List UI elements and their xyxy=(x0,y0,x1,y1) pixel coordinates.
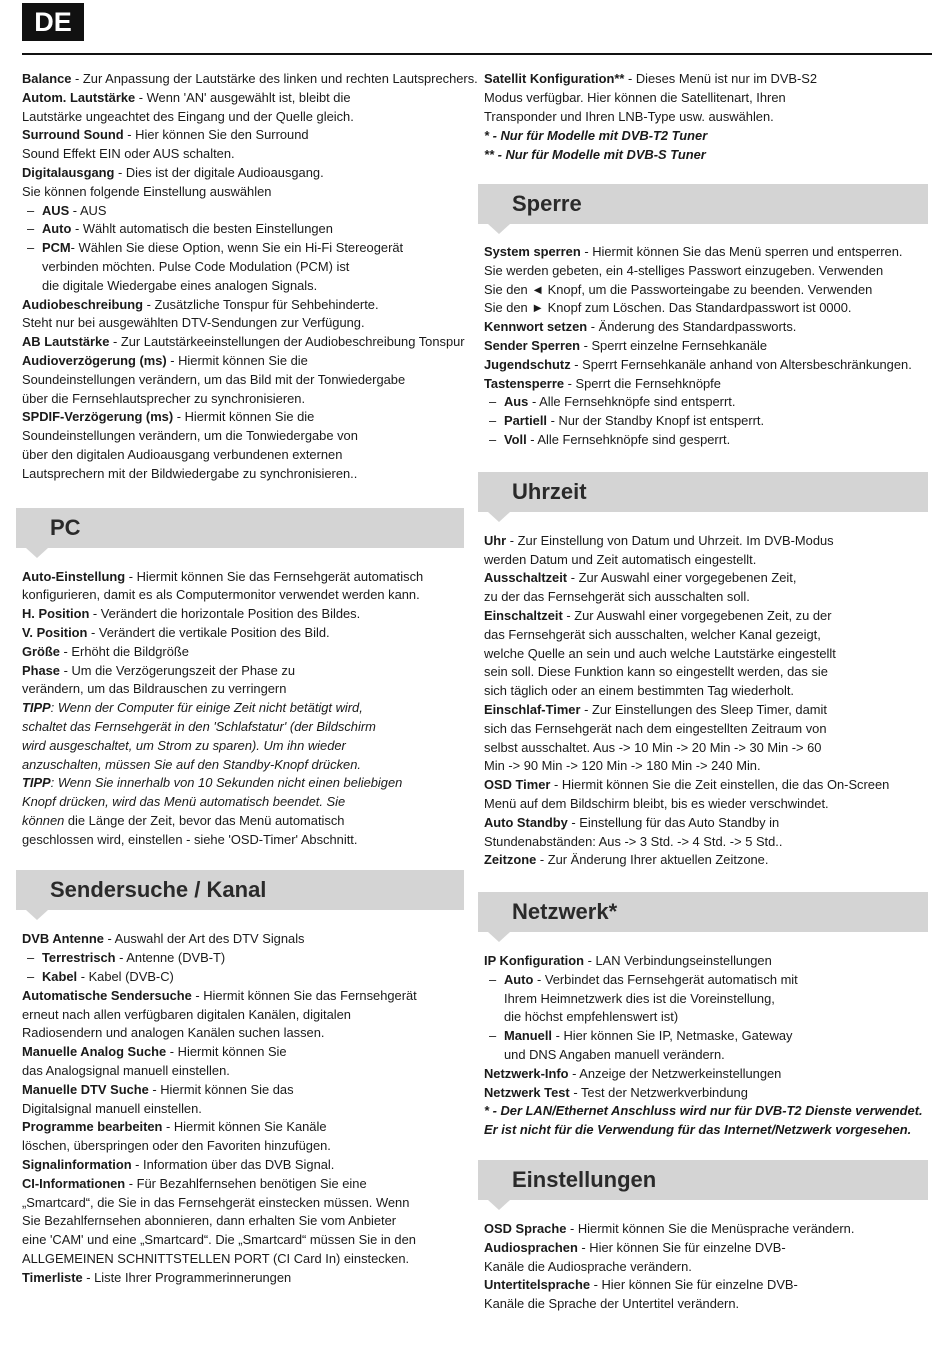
description-text: - Kabel (DVB-C) xyxy=(77,969,174,985)
description-text: - Wählt automatisch die besten Einstellungen xyxy=(71,221,333,237)
dash-bullet: – xyxy=(489,394,497,410)
description-text: die höchst empfehlenswert ist) xyxy=(504,1009,679,1025)
text-line xyxy=(22,164,464,183)
text-line xyxy=(484,663,928,682)
description-text: zu der das Fernsehgerät sich ausschalten soll. xyxy=(484,589,750,605)
italic-text: Knopf drücken, wird das Menü automatisch beendet. Sie xyxy=(22,794,346,810)
term-label: Uhr xyxy=(484,532,507,548)
section-title-sendersuche: Sendersuche / Kanal xyxy=(50,877,267,903)
description-text: und DNS Angaben manuell verändern. xyxy=(504,1047,725,1063)
description-text: - Hier können Sie für einzelne DVB- xyxy=(590,1277,798,1293)
text-line xyxy=(22,568,464,587)
description-text: über die Fernsehlautsprecher zu synchronisieren. xyxy=(22,390,306,406)
option-item xyxy=(22,239,464,258)
description-text: sein soll. Diese Funktion kann so eingestellt werden, das sie xyxy=(484,664,828,680)
section-header-sendersuche xyxy=(16,870,464,910)
section-title-uhrzeit: Uhrzeit xyxy=(512,478,587,504)
description-text: konfigurieren, damit es als Computermonitor verwendet werden kann. xyxy=(22,587,420,603)
description-text: Min -> 90 Min -> 120 Min -> 180 Min -> 240 Min. xyxy=(484,758,761,774)
footnote-dvb-t2: * - Nur für Modelle mit DVB-T2 Tuner xyxy=(484,128,708,144)
description-text: - Auswahl der Art des DTV Signals xyxy=(103,931,305,947)
dash-bullet: – xyxy=(489,971,497,987)
section-header-einstellungen xyxy=(478,1160,928,1200)
description-text: geschlossen wird, einstellen - siehe 'OSD-Timer' Abschnitt. xyxy=(22,831,358,847)
footnote-lan-2: Er ist nicht für die Verwendung für das Internet/Netzwerk vorgesehen. xyxy=(484,1122,912,1138)
section-notch xyxy=(488,1200,510,1210)
text-line xyxy=(22,258,464,277)
description-text: - Einstellung für das Auto Standby in xyxy=(567,814,780,830)
text-line xyxy=(484,569,928,588)
text-line xyxy=(484,262,928,281)
description-text: Lautstärke ungeachtet des Eingang und der Quelle gleich. xyxy=(22,108,354,124)
term-label: CI-Informationen xyxy=(22,1175,126,1191)
term-label: V. Position xyxy=(22,624,88,640)
description-text: eine 'CAM' und eine „Smartcard“. Die „Smartcard“ müssen Sie in den xyxy=(22,1232,416,1248)
dash-bullet: – xyxy=(27,969,35,985)
italic-text: können xyxy=(22,812,68,828)
section-title-netzwerk: Netzwerk* xyxy=(512,899,618,925)
description-text: das Fernsehgerät sich ausschalten, welcher Kanal gezeigt, xyxy=(484,626,821,642)
section-header-uhrzeit xyxy=(478,472,928,512)
text-line xyxy=(22,1194,464,1213)
text-line xyxy=(22,718,464,737)
description-text: - Hiermit können Sie das xyxy=(148,1081,294,1097)
description-text: sich täglich oder an einem bestimmten Tag wiederholt. xyxy=(484,683,795,699)
description-text: Ihrem Heimnetzwerk dies ist die Voreinstellung, xyxy=(504,990,775,1006)
footnote-dvb-s: ** - Nur für Modelle mit DVB-S Tuner xyxy=(484,147,706,163)
section-notch xyxy=(488,224,510,234)
description-text: - Hiermit können Sie das Menü sperren und entsperren. xyxy=(580,243,903,259)
option-item xyxy=(484,412,928,431)
description-text: - Hiermit können Sie die xyxy=(173,409,315,425)
section-title-einstellungen: Einstellungen xyxy=(512,1167,657,1193)
text-line xyxy=(484,318,928,337)
text-line xyxy=(484,990,928,1009)
text-line xyxy=(22,277,464,296)
section-notch xyxy=(488,932,510,942)
text-line xyxy=(484,757,928,776)
term-label: Größe xyxy=(22,643,60,659)
tip-label: TIPP xyxy=(22,775,51,791)
description-text: - Alle Fernsehknöpfe sind entsperrt. xyxy=(528,394,736,410)
description-text: Soundeinstellungen verändern, um die Tonwiedergabe von xyxy=(22,428,358,444)
description-text: - Zur Einstellungen des Sleep Timer, damit xyxy=(580,701,827,717)
text-line xyxy=(22,1006,464,1025)
text-line xyxy=(484,551,928,570)
term-label: Untertitelsprache xyxy=(484,1277,591,1293)
term-label: Zeitzone xyxy=(484,852,537,868)
dash-bullet: – xyxy=(489,413,497,429)
option-item xyxy=(484,431,928,450)
dash-bullet: – xyxy=(489,431,497,447)
term-label: Auto-Einstellung xyxy=(22,568,126,584)
text-line xyxy=(22,774,464,793)
term-label: AUS xyxy=(42,202,70,218)
text-line xyxy=(22,831,464,850)
text-line xyxy=(484,1065,928,1084)
text-line xyxy=(22,680,464,699)
term-label: Voll xyxy=(504,431,527,447)
text-line xyxy=(484,776,928,795)
text-line xyxy=(22,1118,464,1137)
option-item xyxy=(484,393,928,412)
description-text: Menü auf dem Bildschirm bleibt, bis es wieder verschwindet. xyxy=(484,795,829,811)
description-text: Soundeinstellungen verändern, um das Bild mit der Tonwiedergabe xyxy=(22,371,406,387)
text-line xyxy=(22,756,464,775)
text-line xyxy=(484,356,928,375)
text-line xyxy=(484,851,928,870)
left-column xyxy=(22,70,478,1288)
text-line xyxy=(484,682,928,701)
term-label: Ausschaltzeit xyxy=(484,570,568,586)
text-line xyxy=(484,243,928,262)
language-badge: DE xyxy=(22,3,84,41)
description-text: Sie Bezahlfernsehen abonnieren, dann erhalten Sie vom Anbieter xyxy=(22,1213,397,1229)
description-text: Steht nur bei ausgewählten DTV-Sendungen zur Verfügung. xyxy=(22,315,365,331)
term-label: Manuell xyxy=(504,1028,552,1044)
description-text: sich das Fernsehgerät nach dem eingestellten Zeitraum von xyxy=(484,720,827,736)
description-text: Modus verfügbar. Hier können die Satellitenart, Ihren xyxy=(484,89,786,105)
term-label: DVB Antenne xyxy=(22,931,104,947)
text-line xyxy=(484,108,928,127)
term-label: Signalinformation xyxy=(22,1157,132,1173)
description-text: - Hier können Sie IP, Netmaske, Gateway xyxy=(552,1028,793,1044)
text-line xyxy=(22,408,464,427)
description-text: verbinden möchten. Pulse Code Modulation (PCM) ist xyxy=(42,258,350,274)
pc-settings-block xyxy=(22,568,464,850)
text-line xyxy=(22,1175,464,1194)
italic-text: wird ausgeschaltet, um Strom zu sparen). Um ihn wieder xyxy=(22,737,346,753)
text-line xyxy=(484,1295,928,1314)
description-text: Lautsprechern mit der Bildwiedergabe zu synchronisieren.. xyxy=(22,465,358,481)
description-text: - Zur Änderung Ihrer aktuellen Zeitzone. xyxy=(536,852,769,868)
italic-text: : Wenn der Computer für einige Zeit nicht betätigt wird, xyxy=(50,700,363,716)
text-line xyxy=(22,605,464,624)
term-label: Timerliste xyxy=(22,1269,83,1285)
text-line xyxy=(22,333,464,352)
text-line xyxy=(484,1220,928,1239)
description-text: - Um die Verzögerungszeit der Phase zu xyxy=(59,662,295,678)
text-line xyxy=(22,812,464,831)
description-text: Digitalsignal manuell einstellen. xyxy=(22,1100,202,1116)
description-text: - Verändert die vertikale Position des Bild. xyxy=(87,624,330,640)
description-text: - Hiermit können Sie die Menüsprache verändern. xyxy=(566,1221,855,1237)
option-item xyxy=(484,971,928,990)
text-line xyxy=(22,793,464,812)
description-text: - Liste Ihrer Programmerinnerungen xyxy=(82,1269,292,1285)
term-label: Einschlaf-Timer xyxy=(484,701,581,717)
description-text: Transponder und Ihren LNB-Type usw. auswählen. xyxy=(484,108,774,124)
term-label: System sperren xyxy=(484,243,581,259)
description-text: - Antenne (DVB-T) xyxy=(115,950,226,966)
text-line xyxy=(484,1008,928,1027)
text-line xyxy=(484,814,928,833)
description-text: löschen, überspringen oder den Favoriten hinzufügen. xyxy=(22,1138,331,1154)
text-line xyxy=(22,1250,464,1269)
description-text: - Hiermit können Sie das Fernsehgerät automatisch xyxy=(125,568,424,584)
term-label: Manuelle Analog Suche xyxy=(22,1044,167,1060)
description-text: - Sperrt einzelne Fernsehkanäle xyxy=(580,337,768,353)
term-label: Jugendschutz xyxy=(484,356,571,372)
term-label: PCM xyxy=(42,240,71,256)
description-text: die Länge der Zeit, bevor das Menü automatisch xyxy=(67,812,345,828)
description-text: selbst ausschaltet. Aus -> 10 Min -> 20 Min -> 30 Min -> 60 xyxy=(484,739,822,755)
term-label: OSD Sprache xyxy=(484,1221,567,1237)
text-line xyxy=(22,183,464,202)
description-text: - Verbindet das Fernsehgerät automatisch mit xyxy=(533,971,798,987)
text-line xyxy=(484,70,928,89)
description-text: - Zur Anpassung der Lautstärke des linken und rechten Lautsprechers. xyxy=(71,71,478,86)
text-line xyxy=(22,89,464,108)
term-label: Tastensperre xyxy=(484,375,565,391)
text-line xyxy=(484,833,928,852)
term-label: Programme bearbeiten xyxy=(22,1119,163,1135)
text-line xyxy=(22,586,464,605)
term-label: Satellit Konfiguration** xyxy=(484,71,625,86)
text-line xyxy=(484,607,928,626)
description-text: Sie können folgende Einstellung auswählen xyxy=(22,183,272,199)
text-line xyxy=(22,371,464,390)
section-header-sperre xyxy=(478,184,928,224)
section-notch xyxy=(488,512,510,522)
description-text: die digitale Wiedergabe eines analogen Signals. xyxy=(42,277,318,293)
description-text: verändern, um das Bildrauschen zu verringern xyxy=(22,681,287,697)
description-text: - Für Bezahlfernsehen benötigen Sie eine xyxy=(125,1175,367,1191)
dash-bullet: – xyxy=(27,950,35,966)
text-line xyxy=(484,1258,928,1277)
description-text: - Verändert die horizontale Position des Bildes. xyxy=(89,606,361,622)
term-label: OSD Timer xyxy=(484,777,551,793)
description-text: welche Quelle an sein und auch welche Lautstärke eingestellt xyxy=(484,645,836,661)
text-line xyxy=(484,1084,928,1103)
description-text: - Erhöht die Bildgröße xyxy=(59,643,189,659)
text-line xyxy=(484,375,928,394)
description-text: „Smartcard“, die Sie in das Fernsehgerät einstecken müssen. Wenn xyxy=(22,1194,410,1210)
text-line xyxy=(484,337,928,356)
term-label: H. Position xyxy=(22,606,90,622)
description-text: - Zur Einstellung von Datum und Uhrzeit. Im DVB-Modus xyxy=(506,532,834,548)
description-text: Stundenabständen: Aus -> 3 Std. -> 4 Std. -> 5 Std.. xyxy=(484,833,783,849)
section-header-netzwerk xyxy=(478,892,928,932)
term-label: Terrestrisch xyxy=(42,950,116,966)
text-line xyxy=(22,145,464,164)
term-label: Digitalausgang xyxy=(22,164,115,180)
description-text: erneut nach allen verfügbaren digitalen Kanälen, digitalen xyxy=(22,1006,351,1022)
term-label: Manuelle DTV Suche xyxy=(22,1081,149,1097)
section-title-pc: PC xyxy=(50,514,81,540)
option-item xyxy=(22,968,464,987)
description-text: - Hiermit können Sie Kanäle xyxy=(162,1119,327,1135)
italic-text: : Wenn Sie innerhalb von 10 Sekunden nicht einen beliebigen xyxy=(50,775,403,791)
text-line xyxy=(22,314,464,333)
description-text: - Anzeige der Netzwerkeinstellungen xyxy=(568,1065,782,1081)
description-text: - Dieses Menü ist nur im DVB-S2 xyxy=(624,71,818,86)
text-line xyxy=(484,281,928,300)
sendersuche-settings-block xyxy=(22,930,464,1287)
term-label: Phase xyxy=(22,662,60,678)
description-text: - Hier können Sie für einzelne DVB- xyxy=(577,1239,786,1255)
text-line xyxy=(22,427,464,446)
description-text: - Zur Lautstärkeeinstellungen der Audiobeschreibung Tonspur xyxy=(109,334,465,350)
text-line xyxy=(484,532,928,551)
description-text: - AUS xyxy=(69,202,107,218)
term-label: Netzwerk-Info xyxy=(484,1065,569,1081)
description-text: - Hiermit können Sie xyxy=(166,1044,287,1060)
term-label: Kennwort setzen xyxy=(484,319,588,335)
text-line xyxy=(484,701,928,720)
text-line xyxy=(22,1081,464,1100)
text-line xyxy=(22,465,464,484)
italic-text: anzuschalten, müssen Sie auf den Standby-Knopf drücken. xyxy=(22,756,361,772)
text-line xyxy=(22,126,464,145)
text-line xyxy=(484,1046,928,1065)
text-line xyxy=(484,952,928,971)
description-text: werden Datum und Zeit automatisch eingestellt. xyxy=(484,551,757,567)
description-text: ALLGEMEINEN SCHNITTSTELLEN PORT (CI Card In) einstecken. xyxy=(22,1251,410,1267)
option-item xyxy=(22,220,464,239)
term-label: AB Lautstärke xyxy=(22,334,110,350)
term-label: Auto xyxy=(42,221,72,237)
term-label: Auto Standby xyxy=(484,814,568,830)
audio-settings-block xyxy=(22,70,478,484)
text-line xyxy=(22,296,464,315)
text-line xyxy=(484,645,928,664)
dash-bullet: – xyxy=(27,202,35,218)
footnote-lan-1: * - Der LAN/Ethernet Anschluss wird nur für DVB-T2 Dienste verwendet. xyxy=(484,1103,923,1119)
description-text: - Test der Netzwerkverbindung xyxy=(569,1084,748,1100)
description-text: über den digitalen Audioausgang verbundenen externen xyxy=(22,446,343,462)
text-line xyxy=(22,1062,464,1081)
text-line xyxy=(22,446,464,465)
description-text: - Wählen Sie diese Option, wenn Sie ein Hi-Fi Stereogerät xyxy=(70,240,404,256)
term-label: Surround Sound xyxy=(22,127,124,143)
description-text: - Sperrt Fernsehkanäle anhand von Altersbeschränkungen. xyxy=(570,356,912,372)
description-text: - LAN Verbindungseinstellungen xyxy=(584,953,772,969)
description-text: Sie den ◄ Knopf, um die Passworteingabe zu beenden. Verwenden xyxy=(484,281,873,297)
term-label: Partiell xyxy=(504,413,547,429)
description-text: - Alle Fernsehknöpfe sind gesperrt. xyxy=(526,431,731,447)
text-line xyxy=(484,795,928,814)
term-label: Audiosprachen xyxy=(484,1239,578,1255)
description-text: Sie den ► Knopf zum Löschen. Das Standardpasswort ist 0000. xyxy=(484,300,852,316)
dash-bullet: – xyxy=(27,240,35,256)
text-line xyxy=(22,390,464,409)
text-line xyxy=(22,1137,464,1156)
term-label: Audiobeschreibung xyxy=(22,296,144,312)
text-line xyxy=(484,89,928,108)
text-line xyxy=(22,930,464,949)
text-line xyxy=(22,643,464,662)
right-column xyxy=(484,70,928,1314)
text-line xyxy=(22,70,478,89)
text-line xyxy=(22,699,464,718)
description-text: Kanäle die Sprache der Untertitel verändern. xyxy=(484,1296,740,1312)
term-label: Kabel xyxy=(42,969,78,985)
text-line xyxy=(484,720,928,739)
text-line xyxy=(22,1024,464,1043)
term-label: IP Konfiguration xyxy=(484,953,585,969)
section-notch xyxy=(26,548,48,558)
uhrzeit-settings-block xyxy=(484,532,928,870)
text-line xyxy=(22,1212,464,1231)
description-text: Sound Effekt EIN oder AUS schalten. xyxy=(22,146,235,162)
description-text: Kanäle die Audiosprache verändern. xyxy=(484,1258,692,1274)
term-label: Netzwerk Test xyxy=(484,1084,570,1100)
text-line xyxy=(22,662,464,681)
description-text: - Dies ist der digitale Audioausgang. xyxy=(114,164,324,180)
term-label: Aus xyxy=(504,394,529,410)
option-item xyxy=(22,202,464,221)
description-text: - Hiermit können Sie das Fernsehgerät xyxy=(191,987,417,1003)
option-item xyxy=(484,1027,928,1046)
text-line xyxy=(22,624,464,643)
text-line xyxy=(22,1043,464,1062)
netzwerk-settings-block xyxy=(484,952,928,1102)
text-line xyxy=(484,1276,928,1295)
text-line xyxy=(484,299,928,318)
description-text: - Information über das DVB Signal. xyxy=(131,1157,335,1173)
description-text: - Hier können Sie den Surround xyxy=(123,127,309,143)
description-text: - Wenn 'AN' ausgewählt ist, bleibt die xyxy=(135,89,351,105)
text-line xyxy=(22,352,464,371)
text-line xyxy=(22,1100,464,1119)
description-text: Sie werden gebeten, ein 4-stelliges Passwort einzugeben. Verwenden xyxy=(484,262,884,278)
term-label: Automatische Sendersuche xyxy=(22,987,192,1003)
text-line xyxy=(22,1156,464,1175)
description-text: - Zur Auswahl einer vorgegebenen Zeit, xyxy=(567,570,797,586)
description-text: - Hiermit können Sie die xyxy=(166,352,308,368)
term-label: SPDIF-Verzögerung (ms) xyxy=(22,409,174,425)
header-rule xyxy=(22,53,932,55)
satellite-settings-block xyxy=(484,70,928,126)
italic-text: schaltet das Fernsehgerät in den 'Schlafstatur' (der Bildschirm xyxy=(22,718,376,734)
text-line xyxy=(484,1239,928,1258)
description-text: - Nur der Standby Knopf ist entsperrt. xyxy=(547,413,765,429)
text-line xyxy=(484,588,928,607)
text-line xyxy=(484,626,928,645)
description-text: - Änderung des Standardpassworts. xyxy=(587,319,797,335)
term-label: Balance xyxy=(22,71,72,86)
description-text: Radiosendern und analogen Kanälen suchen lassen. xyxy=(22,1025,325,1041)
description-text: - Zusätzliche Tonspur für Sehbehinderte. xyxy=(143,296,379,312)
term-label: Sender Sperren xyxy=(484,337,580,353)
dash-bullet: – xyxy=(27,221,35,237)
section-notch xyxy=(26,910,48,920)
section-title-sperre: Sperre xyxy=(512,190,582,216)
text-line xyxy=(22,737,464,756)
text-line xyxy=(22,1231,464,1250)
description-text: - Hiermit können Sie die Zeit einstellen, die das On-Screen xyxy=(550,777,890,793)
text-line xyxy=(484,739,928,758)
dash-bullet: – xyxy=(489,1028,497,1044)
term-label: Audioverzögerung (ms) xyxy=(22,352,167,368)
description-text: - Zur Auswahl einer vorgegebenen Zeit, zu der xyxy=(562,607,832,623)
section-header-pc xyxy=(16,508,464,548)
option-item xyxy=(22,949,464,968)
description-text: - Sperrt die Fernsehknöpfe xyxy=(564,375,721,391)
tip-label: TIPP xyxy=(22,700,51,716)
text-line xyxy=(22,987,464,1006)
text-line xyxy=(22,108,464,127)
term-label: Autom. Lautstärke xyxy=(22,89,136,105)
term-label: Einschaltzeit xyxy=(484,607,563,623)
description-text: das Analogsignal manuell einstellen. xyxy=(22,1063,230,1079)
term-label: Auto xyxy=(504,971,534,987)
sperre-settings-block xyxy=(484,243,928,450)
einstellungen-settings-block xyxy=(484,1220,928,1314)
text-line xyxy=(22,1269,464,1288)
